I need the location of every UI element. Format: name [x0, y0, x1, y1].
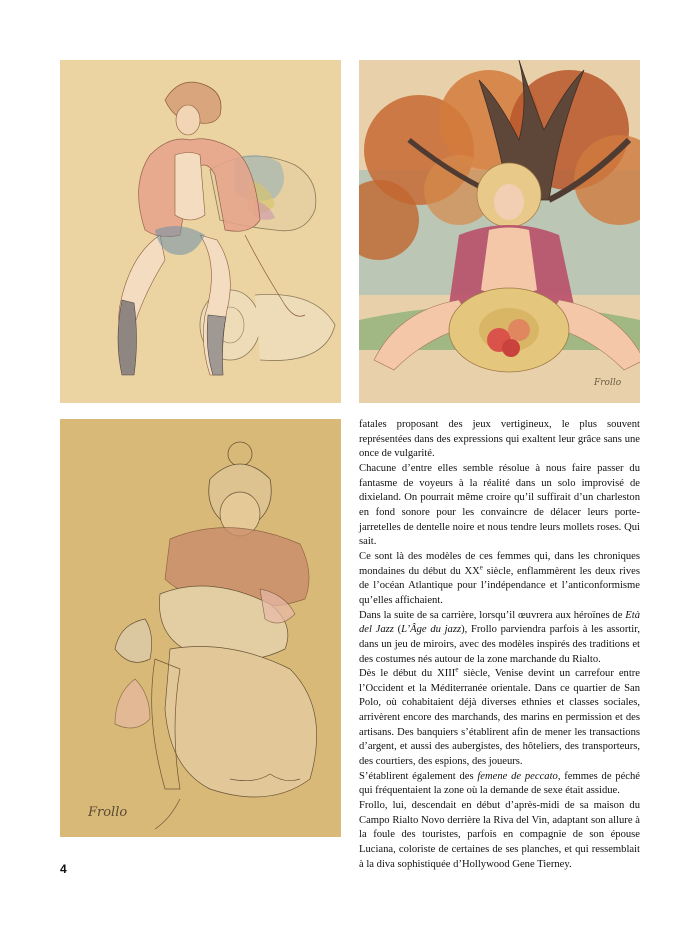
italic-text: L’Âge du jazz [401, 624, 462, 636]
text-segment: Chacune d’entre elles semble résolue à nous faire passer du fantasme de voyeurs à la réalité dans un solo improvisé de dixieland. On pourrait même croire qu’il suffirait d’un charleston en fond sonore pour les convaincre de délacer leurs porte-jarretelles de dentelle noire et nous tendre leurs mollets roses. Qui sait. [359, 462, 640, 548]
body-paragraph [359, 550, 640, 609]
text-segment: ), Frollo parviendra parfois à les assortir, dans un jeu de miroirs, avec des modèles inspirés des traditions et des costumes nés autour de la zone marchande du Rialto. [359, 624, 640, 665]
text-segment: siècle, Venise devint un carrefour entre l’Occident et la Méditerranée orientale. Dans ce quartier de San Polo, où cohabitaient déjà diverses ethnies et classes sociales, arrivèrent encore des marchands, des marins en permission et des artisans. Des banquiers s’établirent afin de mener les transactions d’argent, et aussi des aubergistes, des hôteliers, des transporteurs, des courtiers, des espions, des joueurs. [359, 668, 641, 768]
body-paragraph [359, 609, 640, 668]
text-segment: fatales proposant des jeux vertigineux, le plus souvent représentées dans des expressions qui exaltent leur grâce sans une once de vulgarité. [359, 419, 640, 460]
signature-frollo: Frollo [594, 378, 622, 388]
italic-text: Età del Jazz [359, 609, 640, 636]
signature-frollo: Frollo [88, 805, 128, 820]
text-segment: Frollo, lui, descendait en début d’après-midi de sa maison du Campo Rialto Novo derrière la Riva del Vin, adaptant son allure à la foule des touristes, parfois en compagnie de son épouse Luciana, coloriste de certaines de ses planches, et qui ressemblait à la diva sophistiquée d’Hollywood Gene Tierney. [359, 800, 640, 870]
body-paragraph [359, 418, 640, 462]
text-segment: S’établirent également des [359, 770, 478, 782]
page-number: 4 [60, 862, 67, 876]
text-segment: Ce sont là des modèles de ces femmes qui, dans les chroniques mondaines du début du XX [359, 550, 640, 577]
body-paragraph [359, 799, 640, 872]
illustration-bending-woman-sketch [60, 419, 341, 837]
body-paragraph [359, 770, 640, 799]
text-segment: ( [393, 624, 402, 636]
body-text [359, 418, 640, 872]
illustration-seated-woman-sketch [60, 60, 341, 403]
text-segment: , femmes de péché qui fréquentaient la zone où la demande de sexe était assidue. [359, 770, 640, 797]
text-segment: Dans la suite de sa carrière, lorsqu’il œuvrera aux héroïnes de [359, 609, 626, 621]
italic-text: femene de peccato [477, 770, 558, 782]
superscript: e [455, 666, 459, 674]
text-segment: siècle, enflammèrent les deux rives de l’océan Atlantique pour l’indépendance et l’anticonformisme qu’elles affichaient. [359, 565, 640, 606]
body-paragraph [359, 667, 640, 770]
illustration-woman-under-tree [359, 60, 640, 403]
body-paragraph [359, 462, 640, 550]
superscript: e [479, 564, 483, 572]
text-segment: Dès le début du XIII [359, 668, 456, 680]
